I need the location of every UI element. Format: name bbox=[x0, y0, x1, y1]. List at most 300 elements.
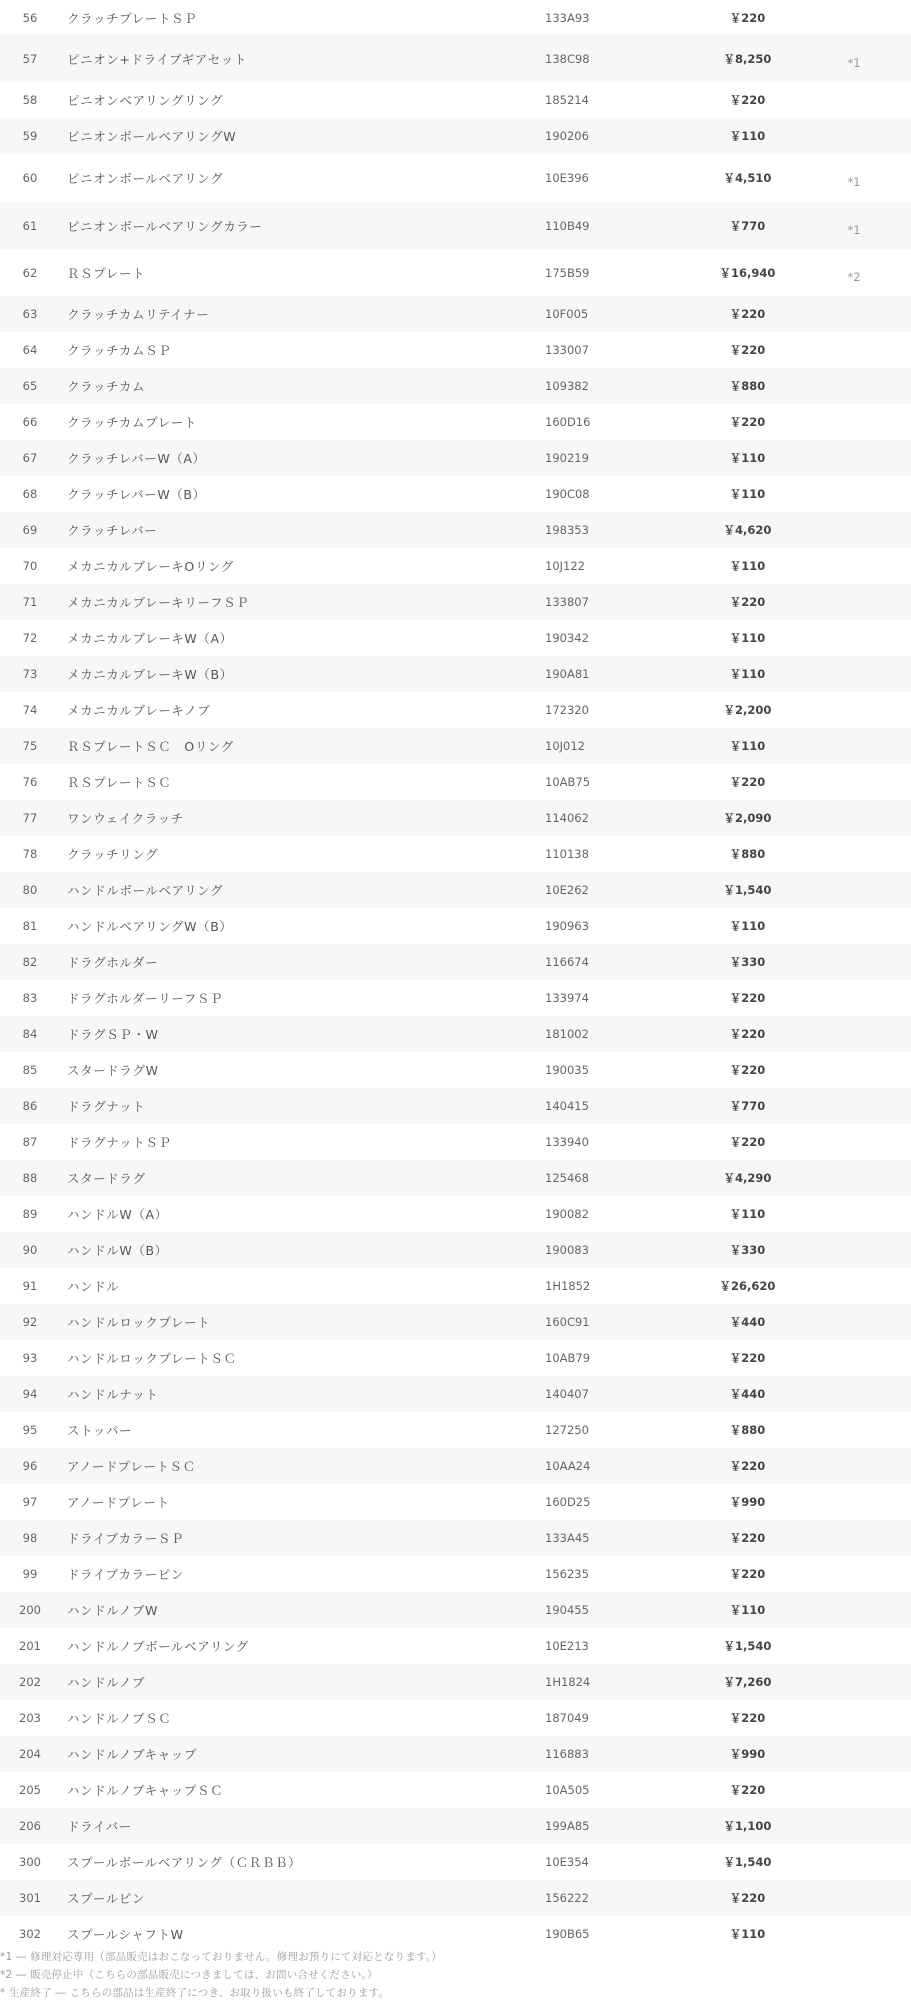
part-price: ￥110 bbox=[705, 548, 790, 584]
part-number: 205 bbox=[0, 1772, 60, 1808]
part-price: ￥110 bbox=[705, 908, 790, 944]
part-code: 198353 bbox=[545, 512, 705, 548]
part-number: 85 bbox=[0, 1052, 60, 1088]
part-note bbox=[790, 404, 911, 440]
part-code: 110138 bbox=[545, 836, 705, 872]
part-note bbox=[790, 1052, 911, 1088]
part-code: 190A81 bbox=[545, 656, 705, 692]
part-name: ハンドルノブキャップ bbox=[60, 1736, 545, 1772]
table-row bbox=[0, 1736, 911, 1772]
part-price: ￥1,540 bbox=[705, 1844, 790, 1880]
part-name: ドライブカラーＳＰ bbox=[60, 1520, 545, 1556]
part-price: ￥220 bbox=[705, 332, 790, 368]
part-price: ￥1,100 bbox=[705, 1808, 790, 1844]
part-price: ￥220 bbox=[705, 584, 790, 620]
part-note bbox=[790, 836, 911, 872]
part-name: ＲＳプレートＳＣ Oリング bbox=[60, 728, 545, 764]
part-note bbox=[790, 1520, 911, 1556]
part-price: ￥220 bbox=[705, 1556, 790, 1592]
part-price: ￥1,540 bbox=[705, 872, 790, 908]
table-row bbox=[0, 1916, 911, 1952]
part-code: 190455 bbox=[545, 1592, 705, 1628]
part-name: ドラグホルダーリーフＳＰ bbox=[60, 980, 545, 1016]
part-price: ￥330 bbox=[705, 1232, 790, 1268]
table-row bbox=[0, 1340, 911, 1376]
part-name: スタードラグ bbox=[60, 1160, 545, 1196]
part-price: ￥880 bbox=[705, 836, 790, 872]
part-code: 1H1824 bbox=[545, 1664, 705, 1700]
part-note bbox=[790, 368, 911, 404]
part-name: ドラグＳＰ・W bbox=[60, 1016, 545, 1052]
part-code: 10AB79 bbox=[545, 1340, 705, 1376]
part-name: アノードプレートＳＣ bbox=[60, 1448, 545, 1484]
part-note bbox=[790, 1844, 911, 1880]
part-number: 91 bbox=[0, 1268, 60, 1304]
part-code: 190083 bbox=[545, 1232, 705, 1268]
part-code: 116883 bbox=[545, 1736, 705, 1772]
footnote-3: * 生産終了 ― こちらの部品は生産終了につき、お取り扱いも終了しております。 bbox=[0, 1987, 390, 1999]
part-price: ￥220 bbox=[705, 296, 790, 332]
part-note bbox=[790, 1808, 911, 1844]
part-code: 190082 bbox=[545, 1196, 705, 1232]
part-note bbox=[790, 944, 911, 980]
table-row bbox=[0, 1268, 911, 1304]
part-number: 97 bbox=[0, 1484, 60, 1520]
part-name: ハンドルボールベアリング bbox=[60, 872, 545, 908]
part-name: メカニカルブレーキW（B） bbox=[60, 656, 545, 692]
part-name: スプールシャフトW bbox=[60, 1916, 545, 1952]
part-code: 114062 bbox=[545, 800, 705, 836]
part-name: メカニカルブレーキリーフＳＰ bbox=[60, 584, 545, 620]
table-row bbox=[0, 1484, 911, 1520]
part-note bbox=[790, 620, 911, 656]
part-code: 10E396 bbox=[545, 154, 705, 202]
part-code: 10AB75 bbox=[545, 764, 705, 800]
part-price: ￥4,290 bbox=[705, 1160, 790, 1196]
part-name: ハンドルノブＳＣ bbox=[60, 1700, 545, 1736]
part-price: ￥26,620 bbox=[705, 1268, 790, 1304]
table-row bbox=[0, 476, 911, 512]
part-name: スプールボールベアリング（ＣＲＢＢ） bbox=[60, 1844, 545, 1880]
part-number: 86 bbox=[0, 1088, 60, 1124]
part-code: 199A85 bbox=[545, 1808, 705, 1844]
part-number: 203 bbox=[0, 1700, 60, 1736]
part-number: 89 bbox=[0, 1196, 60, 1232]
part-price: ￥110 bbox=[705, 620, 790, 656]
part-price: ￥990 bbox=[705, 1484, 790, 1520]
part-code: 190206 bbox=[545, 118, 705, 154]
part-code: 190963 bbox=[545, 908, 705, 944]
table-row bbox=[0, 1016, 911, 1052]
part-price: ￥8,250 bbox=[705, 35, 790, 82]
table-row bbox=[0, 836, 911, 872]
part-price: ￥110 bbox=[705, 1196, 790, 1232]
part-price: ￥220 bbox=[705, 1880, 790, 1916]
part-name: クラッチリング bbox=[60, 836, 545, 872]
part-note bbox=[790, 548, 911, 584]
part-number: 94 bbox=[0, 1376, 60, 1412]
part-note bbox=[790, 35, 911, 82]
part-name: アノードプレート bbox=[60, 1484, 545, 1520]
part-number: 74 bbox=[0, 692, 60, 728]
part-number: 301 bbox=[0, 1880, 60, 1916]
part-number: 92 bbox=[0, 1304, 60, 1340]
part-name: ハンドルノブ bbox=[60, 1664, 545, 1700]
part-code: 138C98 bbox=[545, 35, 705, 82]
part-price: ￥110 bbox=[705, 656, 790, 692]
table-row bbox=[0, 512, 911, 548]
part-code: 125468 bbox=[545, 1160, 705, 1196]
part-price: ￥110 bbox=[705, 118, 790, 154]
footnote-1: *1 ― 修理対応専用（部品販売はおこなっておりません。修理お預りにて対応となります。） bbox=[0, 1951, 442, 1963]
part-note bbox=[790, 1448, 911, 1484]
table-row bbox=[0, 1196, 911, 1232]
part-code: 133974 bbox=[545, 980, 705, 1016]
part-number: 83 bbox=[0, 980, 60, 1016]
footnote-2: *2 ― 販売停止中（こちらの部品販売につきましては、お問い合せください。） bbox=[0, 1969, 378, 1981]
part-note-mark: *1 bbox=[847, 55, 861, 70]
part-name: メカニカルブレーキOリング bbox=[60, 548, 545, 584]
table-row bbox=[0, 1628, 911, 1664]
part-price: ￥440 bbox=[705, 1304, 790, 1340]
part-price: ￥4,620 bbox=[705, 512, 790, 548]
part-name: ハンドルナット bbox=[60, 1376, 545, 1412]
part-code: 172320 bbox=[545, 692, 705, 728]
part-note bbox=[790, 1016, 911, 1052]
table-row bbox=[0, 908, 911, 944]
part-note bbox=[790, 1376, 911, 1412]
part-note bbox=[790, 1772, 911, 1808]
table-row bbox=[0, 1700, 911, 1736]
table-row bbox=[0, 1304, 911, 1340]
part-code: 190342 bbox=[545, 620, 705, 656]
part-note bbox=[790, 584, 911, 620]
part-price: ￥220 bbox=[705, 1124, 790, 1160]
table-row bbox=[0, 1232, 911, 1268]
part-code: 127250 bbox=[545, 1412, 705, 1448]
part-number: 87 bbox=[0, 1124, 60, 1160]
part-name: ドラグナットＳＰ bbox=[60, 1124, 545, 1160]
part-price: ￥330 bbox=[705, 944, 790, 980]
part-number: 300 bbox=[0, 1844, 60, 1880]
part-note bbox=[790, 1412, 911, 1448]
part-price: ￥880 bbox=[705, 368, 790, 404]
table-row bbox=[0, 1412, 911, 1448]
part-price: ￥880 bbox=[705, 1412, 790, 1448]
part-number: 99 bbox=[0, 1556, 60, 1592]
part-note bbox=[790, 476, 911, 512]
table-row bbox=[0, 404, 911, 440]
table-row bbox=[0, 1592, 911, 1628]
part-name: クラッチレバーW（A） bbox=[60, 440, 545, 476]
part-name: ピニオンボールベアリング bbox=[60, 154, 545, 202]
table-row bbox=[0, 296, 911, 332]
part-number: 206 bbox=[0, 1808, 60, 1844]
part-price: ￥220 bbox=[705, 1340, 790, 1376]
part-code: 190219 bbox=[545, 440, 705, 476]
part-name: ハンドルノブW bbox=[60, 1592, 545, 1628]
part-code: 156222 bbox=[545, 1880, 705, 1916]
part-name: ハンドルロックプレートＳＣ bbox=[60, 1340, 545, 1376]
part-note bbox=[790, 1916, 911, 1952]
table-row bbox=[0, 82, 911, 118]
part-note bbox=[790, 1088, 911, 1124]
part-number: 63 bbox=[0, 296, 60, 332]
part-note bbox=[790, 82, 911, 118]
part-code: 109382 bbox=[545, 368, 705, 404]
table-row bbox=[0, 1844, 911, 1880]
part-price: ￥110 bbox=[705, 1916, 790, 1952]
table-row bbox=[0, 1664, 911, 1700]
part-price: ￥2,090 bbox=[705, 800, 790, 836]
part-note-mark: *2 bbox=[847, 269, 861, 284]
part-price: ￥4,510 bbox=[705, 154, 790, 202]
table-row bbox=[0, 1052, 911, 1088]
part-note bbox=[790, 1664, 911, 1700]
part-code: 160C91 bbox=[545, 1304, 705, 1340]
part-number: 73 bbox=[0, 656, 60, 692]
part-note bbox=[790, 908, 911, 944]
part-code: 190B65 bbox=[545, 1916, 705, 1952]
part-number: 69 bbox=[0, 512, 60, 548]
part-code: 160D16 bbox=[545, 404, 705, 440]
part-number: 81 bbox=[0, 908, 60, 944]
part-number: 64 bbox=[0, 332, 60, 368]
table-row bbox=[0, 548, 911, 584]
part-code: 156235 bbox=[545, 1556, 705, 1592]
part-number: 66 bbox=[0, 404, 60, 440]
part-name: ドラグホルダー bbox=[60, 944, 545, 980]
part-name: ストッパー bbox=[60, 1412, 545, 1448]
table-row bbox=[0, 1808, 911, 1844]
table-row bbox=[0, 692, 911, 728]
part-name: ハンドル bbox=[60, 1268, 545, 1304]
table-row bbox=[0, 1160, 911, 1196]
part-note-mark: *1 bbox=[847, 175, 861, 189]
part-note bbox=[790, 728, 911, 764]
part-note bbox=[790, 332, 911, 368]
part-name: ドライバー bbox=[60, 1808, 545, 1844]
part-note bbox=[790, 154, 911, 202]
part-code: 1H1852 bbox=[545, 1268, 705, 1304]
table-row bbox=[0, 584, 911, 620]
part-number: 95 bbox=[0, 1412, 60, 1448]
part-code: 140407 bbox=[545, 1376, 705, 1412]
part-number: 77 bbox=[0, 800, 60, 836]
part-name: ＲＳプレートＳＣ bbox=[60, 764, 545, 800]
table-row bbox=[0, 1880, 911, 1916]
part-name: ハンドルロックプレート bbox=[60, 1304, 545, 1340]
part-number: 201 bbox=[0, 1628, 60, 1664]
part-code: 175B59 bbox=[545, 249, 705, 296]
table-row bbox=[0, 656, 911, 692]
part-price: ￥220 bbox=[705, 1772, 790, 1808]
table-row bbox=[0, 1448, 911, 1484]
part-name: スタードラグW bbox=[60, 1052, 545, 1088]
part-number: 302 bbox=[0, 1916, 60, 1952]
part-number: 202 bbox=[0, 1664, 60, 1700]
table-row bbox=[0, 800, 911, 836]
part-number: 62 bbox=[0, 249, 60, 296]
part-price: ￥2,200 bbox=[705, 692, 790, 728]
footnotes bbox=[0, 1948, 911, 2002]
table-row bbox=[0, 368, 911, 404]
part-price: ￥7,260 bbox=[705, 1664, 790, 1700]
table-row bbox=[0, 764, 911, 800]
part-note bbox=[790, 800, 911, 836]
part-code: 187049 bbox=[545, 1700, 705, 1736]
table-row bbox=[0, 1088, 911, 1124]
part-number: 204 bbox=[0, 1736, 60, 1772]
part-note bbox=[790, 1700, 911, 1736]
part-price: ￥220 bbox=[705, 1052, 790, 1088]
part-name: ワンウェイクラッチ bbox=[60, 800, 545, 836]
part-note-mark: *1 bbox=[847, 222, 861, 237]
part-code: 190C08 bbox=[545, 476, 705, 512]
part-number: 59 bbox=[0, 118, 60, 154]
part-number: 90 bbox=[0, 1232, 60, 1268]
part-number: 98 bbox=[0, 1520, 60, 1556]
part-code: 10E213 bbox=[545, 1628, 705, 1664]
table-row bbox=[0, 944, 911, 980]
part-price: ￥220 bbox=[705, 1520, 790, 1556]
table-row bbox=[0, 1556, 911, 1592]
part-note bbox=[790, 202, 911, 249]
part-note bbox=[790, 764, 911, 800]
part-number: 61 bbox=[0, 202, 60, 249]
table-row bbox=[0, 118, 911, 154]
part-number: 88 bbox=[0, 1160, 60, 1196]
part-number: 60 bbox=[0, 154, 60, 202]
part-note bbox=[790, 872, 911, 908]
part-number: 93 bbox=[0, 1340, 60, 1376]
part-name: ハンドルW（B） bbox=[60, 1232, 545, 1268]
table-row bbox=[0, 332, 911, 368]
part-name: クラッチプレートＳＰ bbox=[60, 0, 545, 35]
part-code: 133807 bbox=[545, 584, 705, 620]
table-row bbox=[0, 440, 911, 476]
table-row bbox=[0, 1772, 911, 1808]
part-note bbox=[790, 249, 911, 296]
part-name: メカニカルブレーキノブ bbox=[60, 692, 545, 728]
table-row bbox=[0, 0, 911, 35]
part-price: ￥990 bbox=[705, 1736, 790, 1772]
part-number: 58 bbox=[0, 82, 60, 118]
table-row bbox=[0, 35, 911, 82]
part-number: 82 bbox=[0, 944, 60, 980]
table-row bbox=[0, 620, 911, 656]
part-code: 133A45 bbox=[545, 1520, 705, 1556]
part-name: ＲＳプレート bbox=[60, 249, 545, 296]
part-note bbox=[790, 1484, 911, 1520]
part-price: ￥220 bbox=[705, 980, 790, 1016]
part-code: 10E262 bbox=[545, 872, 705, 908]
part-price: ￥1,540 bbox=[705, 1628, 790, 1664]
part-note bbox=[790, 1556, 911, 1592]
part-name: クラッチレバー bbox=[60, 512, 545, 548]
part-code: 160D25 bbox=[545, 1484, 705, 1520]
part-name: ハンドルノブボールベアリング bbox=[60, 1628, 545, 1664]
part-number: 80 bbox=[0, 872, 60, 908]
part-note bbox=[790, 118, 911, 154]
part-note bbox=[790, 1124, 911, 1160]
part-note bbox=[790, 1268, 911, 1304]
part-code: 133A93 bbox=[545, 0, 705, 35]
part-number: 67 bbox=[0, 440, 60, 476]
part-code: 10J122 bbox=[545, 548, 705, 584]
part-name: ハンドルノブキャップＳＣ bbox=[60, 1772, 545, 1808]
part-note bbox=[790, 1628, 911, 1664]
part-name: クラッチカムリテイナー bbox=[60, 296, 545, 332]
part-name: ピニオンボールベアリングW bbox=[60, 118, 545, 154]
part-code: 185214 bbox=[545, 82, 705, 118]
part-number: 78 bbox=[0, 836, 60, 872]
part-price: ￥110 bbox=[705, 1592, 790, 1628]
part-note bbox=[790, 1340, 911, 1376]
part-name: クラッチカムＳＰ bbox=[60, 332, 545, 368]
part-name: クラッチレバーW（B） bbox=[60, 476, 545, 512]
part-number: 70 bbox=[0, 548, 60, 584]
part-price: ￥220 bbox=[705, 764, 790, 800]
part-name: ハンドルW（A） bbox=[60, 1196, 545, 1232]
part-name: ピニオンベアリングリング bbox=[60, 82, 545, 118]
part-note bbox=[790, 1160, 911, 1196]
part-code: 10A505 bbox=[545, 1772, 705, 1808]
part-number: 65 bbox=[0, 368, 60, 404]
part-code: 181002 bbox=[545, 1016, 705, 1052]
part-price: ￥110 bbox=[705, 728, 790, 764]
part-name: ドライブカラーピン bbox=[60, 1556, 545, 1592]
part-number: 200 bbox=[0, 1592, 60, 1628]
part-price: ￥220 bbox=[705, 1016, 790, 1052]
part-note bbox=[790, 1880, 911, 1916]
part-note bbox=[790, 1736, 911, 1772]
part-code: 10E354 bbox=[545, 1844, 705, 1880]
table-row bbox=[0, 1376, 911, 1412]
part-code: 10AA24 bbox=[545, 1448, 705, 1484]
part-code: 133007 bbox=[545, 332, 705, 368]
part-name: クラッチカム bbox=[60, 368, 545, 404]
part-price: ￥220 bbox=[705, 82, 790, 118]
part-name: ピニオンボールベアリングカラー bbox=[60, 202, 545, 249]
table-row bbox=[0, 728, 911, 764]
part-note bbox=[790, 0, 911, 35]
part-price: ￥770 bbox=[705, 1088, 790, 1124]
part-price: ￥110 bbox=[705, 440, 790, 476]
part-number: 76 bbox=[0, 764, 60, 800]
part-price: ￥220 bbox=[705, 1700, 790, 1736]
table-row bbox=[0, 202, 911, 249]
part-price: ￥16,940 bbox=[705, 249, 790, 296]
part-note bbox=[790, 512, 911, 548]
part-number: 75 bbox=[0, 728, 60, 764]
part-number: 71 bbox=[0, 584, 60, 620]
part-code: 10F005 bbox=[545, 296, 705, 332]
part-number: 72 bbox=[0, 620, 60, 656]
part-number: 57 bbox=[0, 35, 60, 82]
part-price: ￥440 bbox=[705, 1376, 790, 1412]
part-note bbox=[790, 1232, 911, 1268]
part-price: ￥220 bbox=[705, 1448, 790, 1484]
part-note bbox=[790, 692, 911, 728]
part-name: スプールピン bbox=[60, 1880, 545, 1916]
part-number: 56 bbox=[0, 0, 60, 35]
part-number: 84 bbox=[0, 1016, 60, 1052]
part-name: ドラグナット bbox=[60, 1088, 545, 1124]
part-price: ￥220 bbox=[705, 0, 790, 35]
part-number: 96 bbox=[0, 1448, 60, 1484]
part-code: 133940 bbox=[545, 1124, 705, 1160]
